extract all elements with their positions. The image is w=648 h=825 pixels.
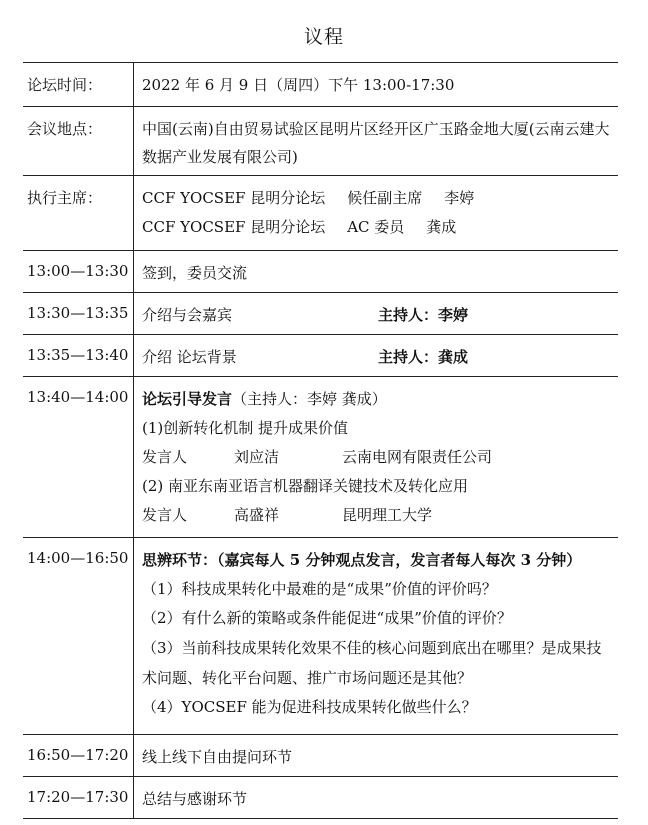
row-label: 会议地点： — [23, 107, 134, 176]
section-heading: 思辨环节：（嘉宾每人 5 分钟观点发言，发言者每人每次 3 分钟） — [142, 551, 582, 569]
speaker-org: 云南电网有限责任公司 — [342, 448, 493, 466]
speaker-line — [142, 443, 614, 472]
discussion-question: （4）YOCSEF 能为促进科技成果转化做些什么？ — [142, 698, 477, 716]
row-time: 13:35—13:40 — [23, 335, 134, 377]
table-row — [23, 777, 618, 819]
discussion-question: （3）当前科技成果转化效果不佳的核心问题到底出在哪里？是成果技术问题、转化平台问题、推广市场问题还是其他？ — [142, 639, 602, 687]
chair-name: 龚成 — [426, 218, 457, 236]
session-content: 总结与感谢环节 — [142, 790, 248, 808]
row-label: 执行主席： — [23, 176, 134, 251]
table-row — [23, 335, 618, 377]
row-time: 13:40—14:00 — [23, 377, 134, 538]
discussion-question: （1）科技成果转化中最难的是“成果”价值的评价吗？ — [142, 580, 497, 598]
chair-name: 李婷 — [444, 189, 475, 207]
row-label: 论坛时间： — [23, 63, 134, 107]
session-content: 介绍与会嘉宾 — [142, 306, 233, 324]
table-row — [23, 377, 618, 538]
row-time: 13:30—13:35 — [23, 293, 134, 335]
speaker-label: 发言人 — [142, 506, 188, 524]
row-time: 14:00—16:50 — [23, 538, 134, 735]
table-row — [23, 538, 618, 735]
topic: (2) 南亚东南亚语言机器翻译关键技术及转化应用 — [142, 477, 469, 495]
agenda-table — [23, 62, 618, 819]
table-row — [23, 107, 618, 176]
forum-time: 2022 年 6 月 9 日（周四）下午 13:00-17:30 — [142, 76, 455, 94]
table-row — [23, 251, 618, 293]
speaker-name: 高盛祥 — [234, 506, 280, 524]
discussion-question: （2）有什么新的策略或条件能促进“成果”价值的评价？ — [142, 609, 512, 627]
session-host: 主持人：龚成 — [378, 348, 469, 366]
session-host: 主持人：李婷 — [378, 306, 469, 324]
table-row — [23, 176, 618, 251]
speaker-name: 刘应洁 — [234, 448, 280, 466]
section-heading-note: （主持人：李婷 龚成） — [232, 390, 387, 408]
table-row — [23, 735, 618, 777]
table-row — [23, 293, 618, 335]
chair-role: AC 委员 — [347, 218, 405, 236]
row-time: 17:20—17:30 — [23, 777, 134, 819]
chair-item — [142, 213, 614, 242]
chair-item — [142, 184, 614, 213]
speaker-org: 昆明理工大学 — [342, 506, 433, 524]
speaker-label: 发言人 — [142, 448, 188, 466]
venue: 中国(云南)自由贸易试验区昆明片区经开区广玉路金地大厦(云南云建大数据产业发展有限公司) — [142, 120, 610, 166]
section-heading: 论坛引导发言 — [142, 390, 233, 408]
page-title: 议程 — [303, 26, 344, 48]
session-content: 签到，委员交流 — [142, 264, 248, 282]
session-content: 介绍 论坛背景 — [142, 348, 237, 366]
row-time: 16:50—17:20 — [23, 735, 134, 777]
speaker-line — [142, 501, 614, 530]
session-content: 线上线下自由提问环节 — [142, 748, 293, 766]
table-row — [23, 63, 618, 107]
chair-role: 候任副主席 — [347, 189, 423, 207]
topic: (1)创新转化机制 提升成果价值 — [142, 419, 349, 437]
chair-org: CCF YOCSEF 昆明分论坛 — [142, 189, 326, 207]
chair-org: CCF YOCSEF 昆明分论坛 — [142, 218, 326, 236]
row-time: 13:00—13:30 — [23, 251, 134, 293]
